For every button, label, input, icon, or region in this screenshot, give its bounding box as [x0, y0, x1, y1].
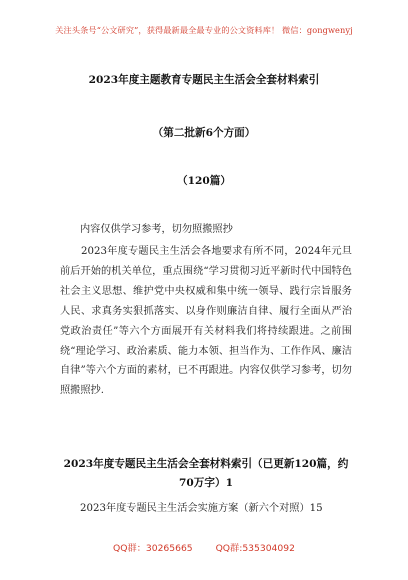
footer-contact [0, 540, 408, 554]
index-heading: 2023年度专题民主生活会全套材料索引（已更新120篇，约70万字）1 [63, 458, 349, 489]
document-count: （120篇） [177, 175, 231, 187]
index-entry: 2023年度专题民主生活会实施方案（新六个对照）15 [80, 503, 323, 514]
disclaimer-text: 内容仅供学习参考，切勿照搬照抄 [80, 224, 233, 235]
document-title: 2023年度主题教育专题民主生活会全套材料索引 [88, 74, 320, 86]
qq-group-1: QQ群：30265665 [113, 543, 193, 554]
document-subtitle: （第二批新6个方面） [152, 127, 256, 139]
intro-paragraph: 2023年度专题民主生活会各地要求有所不同，2024年元旦前后开始的机关单位，重点围绕“学习贯彻习近平新时代中国特色社会主义思想、维护党中央权威和集中统一领导、践行宗旨服务人民、求真务实狠抓落实、以身作则廉洁自律、履行全面从严治党政治责任”等六个方面展开有关材料我们将持续跟进。之前围绕“理论学习、政治素质、能力本领、担当作为、工作作风、廉洁自律”等六个方面的素材，已不再跟进。内容仅供学习参考，切勿照搬照抄. [60, 246, 352, 397]
qq-group-2: QQ群:535304092 [215, 543, 295, 554]
header-promo-note: 关注头条号“公文研究”，获得最新最全最专业的公文资料库！ 微信：gongwenyj [55, 25, 353, 35]
